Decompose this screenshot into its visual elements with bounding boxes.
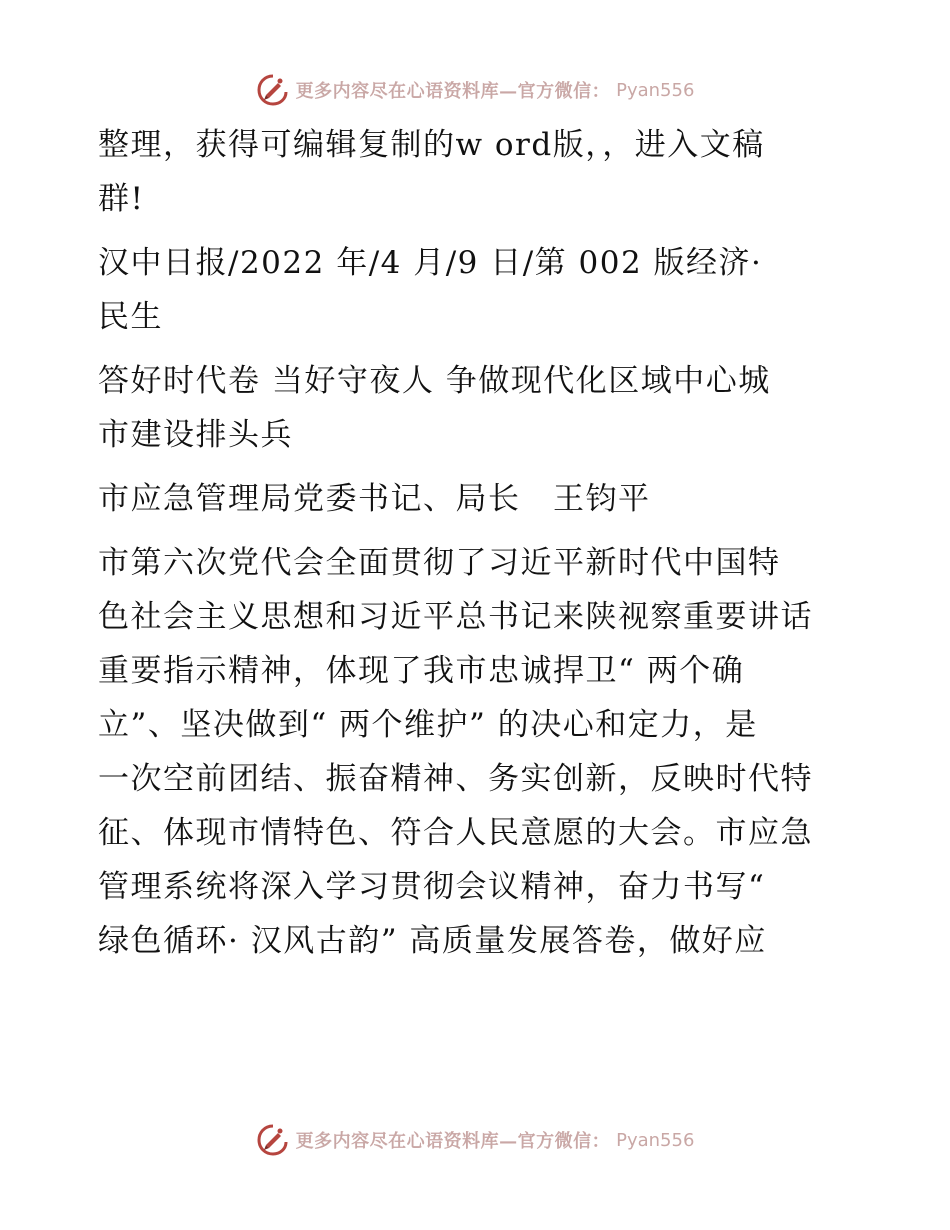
text-line: 市第六次党代会全面贯彻了习近平新时代中国特 [98, 545, 781, 581]
text-line: 色社会主义思想和习近平总书记来陕视察重要讲话 [98, 599, 813, 635]
text-line: 群! [98, 181, 145, 217]
banner-text: 更多内容尽在心语资料库—官方微信： [295, 1131, 611, 1152]
text-line: 征、体现市情特色、符合人民意愿的大会。市应急 [98, 815, 813, 851]
text-line: 重要指示精神，体现了我市忠诚捍卫“ 两个确 [98, 653, 745, 689]
banner-text: 更多内容尽在心语资料库—官方微信： [295, 81, 611, 102]
paragraph-headline [98, 354, 858, 462]
paragraph-source [98, 236, 858, 344]
text-line: 一次空前团结、振奋精神、务实创新，反映时代特 [98, 761, 813, 797]
text-line: 答好时代卷 当好守夜人 争做现代化区域中心城 [98, 363, 771, 399]
text-line: 市应急管理局党委书记、局长 王钧平 [98, 481, 651, 517]
paragraph-intro [98, 118, 858, 226]
text-line: 汉中日报/2022 年/4 月/9 日/第 002 版经济· [98, 245, 763, 281]
footer-watermark-banner [0, 1120, 950, 1160]
text-line: 市建设排头兵 [98, 417, 293, 453]
document-body [98, 118, 858, 978]
banner-wechat-id: Pyan556 [616, 1129, 695, 1151]
text-line: 整理，获得可编辑复制的w ord版，，进入文稿 [98, 127, 765, 163]
text-line: 管理系统将深入学习贯彻会议精神，奋力书写“ [98, 869, 766, 905]
banner-wechat-id: Pyan556 [616, 79, 695, 101]
text-line: 立”、坚决做到“ 两个维护” 的决心和定力，是 [98, 707, 758, 743]
paragraph-author [98, 472, 858, 526]
text-line: 民生 [98, 299, 163, 335]
pen-swirl-logo-icon [256, 1123, 290, 1157]
paragraph-body [98, 536, 858, 968]
pen-swirl-logo-icon [256, 73, 290, 107]
text-line: 绿色循环· 汉风古韵” 高质量发展答卷，做好应 [98, 923, 767, 959]
header-watermark-banner [0, 70, 950, 110]
